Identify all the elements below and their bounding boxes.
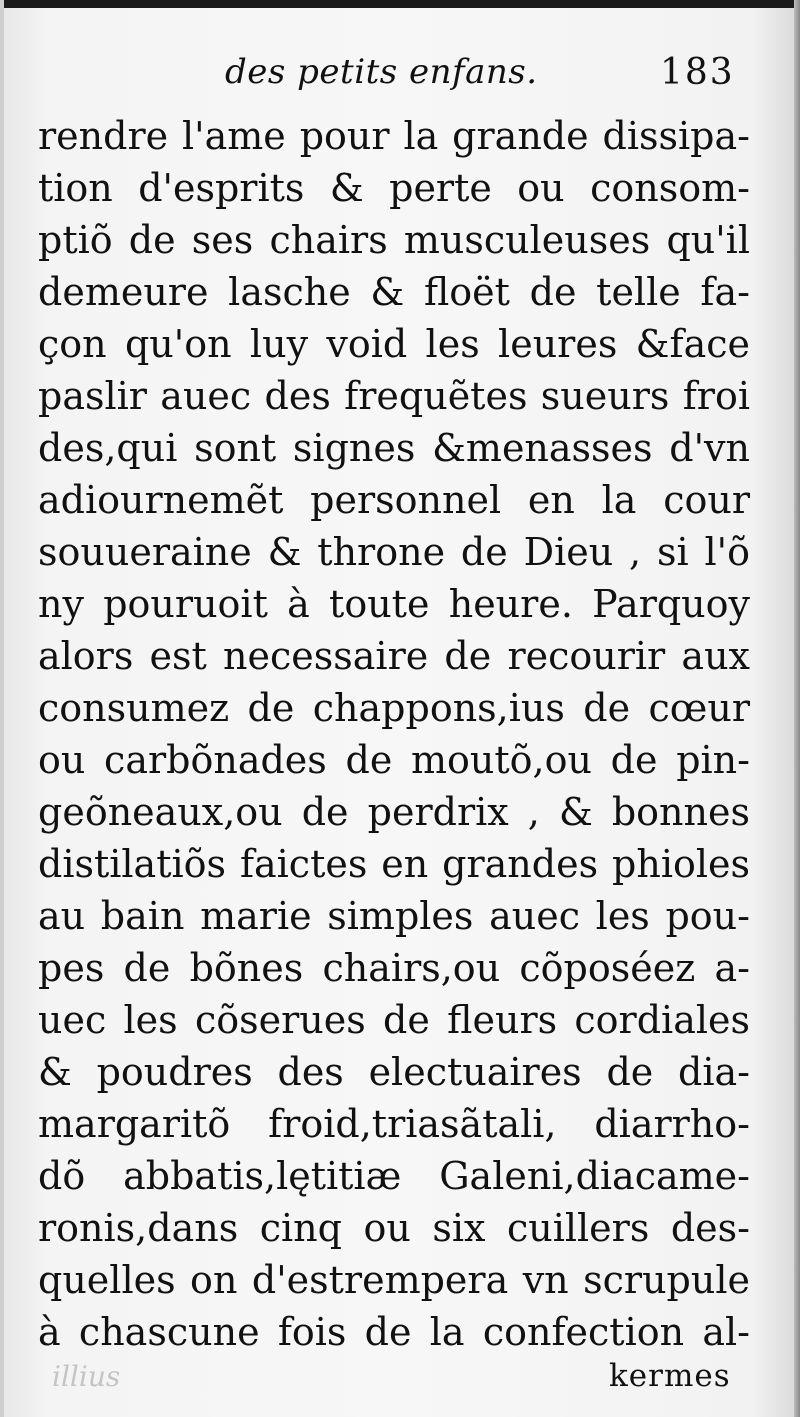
text-line: rendre l'ame pour la grande dissipa- (38, 114, 750, 158)
text-line: dõ abbatis,lętitiæ Galeni,diacame- (38, 1154, 750, 1198)
text-line: ptiõ de ses chairs musculeuses qu'il (38, 218, 750, 262)
text-line: margaritõ froid,triasãtali, diarrho- (38, 1102, 750, 1146)
page-number: 183 (660, 52, 735, 93)
bleed-through-text: illius (52, 1360, 121, 1393)
text-line: geõneaux,ou de perdrix , & bonnes (38, 790, 750, 834)
text-line: uec les cõserues de fleurs cordiales (38, 998, 750, 1042)
text-line: pes de bõnes chairs,ou cõposéez a- (38, 946, 750, 990)
text-line: ou carbõnades de moutõ,ou de pin- (38, 738, 750, 782)
text-line: & poudres des electuaires de dia- (38, 1050, 750, 1094)
body-text (38, 110, 750, 1358)
text-line: alors est necessaire de recourir aux (38, 634, 750, 678)
text-line: demeure lasche & floët de telle fa- (38, 270, 750, 314)
text-line: consumez de chappons,ius de cœur (38, 686, 750, 730)
text-line: distilatiõs faictes en grandes phioles (38, 842, 750, 886)
text-line: des,qui sont signes &menasses d'vn (38, 426, 750, 470)
catchword: kermes (609, 1358, 731, 1394)
text-line: tion d'esprits & perte ou consom- (38, 166, 750, 210)
running-title: des petits enfans. (225, 52, 538, 92)
page-right-edge (794, 0, 800, 1417)
text-line: souueraine & throne de Dieu , si l'õ (38, 530, 750, 574)
page-top-edge (0, 0, 800, 8)
text-line: ny pouruoit à toute heure. Parquoy (38, 582, 750, 626)
text-line: ronis,dans cinq ou six cuillers des- (38, 1206, 750, 1250)
text-line: à chascune fois de la confection al- (38, 1310, 750, 1354)
text-line: çon qu'on luy void les leures &face (38, 322, 750, 366)
text-line: au bain marie simples auec les pou- (38, 894, 750, 938)
text-line: quelles on d'estrempera vn scrupule (38, 1258, 750, 1302)
text-line: adiournemẽt personnel en la cour (38, 478, 750, 522)
page-left-edge (0, 0, 4, 1417)
text-line: paslir auec des frequẽtes sueurs froi (38, 374, 750, 418)
